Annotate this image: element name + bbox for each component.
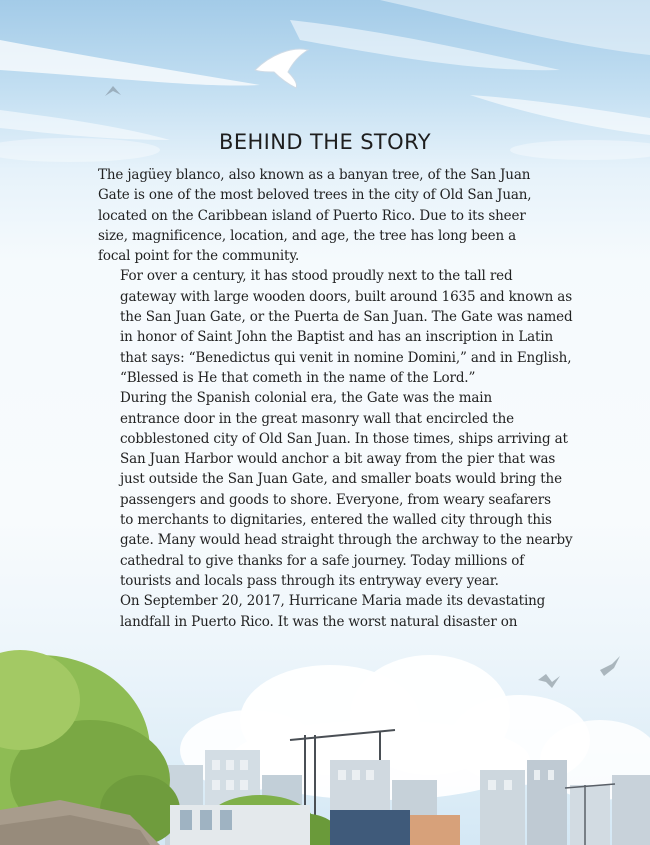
text-line: Gate is one of the most beloved trees in the city of Old San Juan, xyxy=(98,187,532,204)
distant-birds xyxy=(538,656,620,688)
text-line: gate. Many would head straight through the archway to the nearby xyxy=(120,532,573,549)
seagull-icon xyxy=(255,49,308,88)
text-line: entrance door in the great masonry wall that encircled the xyxy=(120,410,514,427)
small-bird-icon xyxy=(538,674,560,688)
text-line: that says: “Benedictus qui venit in nomine Domini,” and in English, xyxy=(120,349,572,366)
bottom-illustration xyxy=(0,610,650,845)
text-line: in honor of Saint John the Baptist and has an inscription in Latin xyxy=(120,329,554,346)
small-bird-icon xyxy=(105,86,121,96)
text-line: size, magnificence, location, and age, the tree has long been a xyxy=(98,227,517,244)
text-line: For over a century, it has stood proudly next to the tall red xyxy=(120,268,513,285)
text-line: passengers and goods to shore. Everyone, from weary seafarers xyxy=(120,491,551,508)
story-text xyxy=(98,165,573,632)
text-line: landfall in Puerto Rico. It was the worst natural disaster on xyxy=(120,613,518,630)
paragraph xyxy=(98,388,573,591)
text-line: to merchants to dignitaries, entered the walled city through this xyxy=(120,512,552,529)
paragraph xyxy=(98,165,530,266)
text-line: the San Juan Gate, or the Puerta de San Juan. The Gate was named xyxy=(120,309,573,326)
text-line: cobblestoned city of Old San Juan. In those times, ships arriving at xyxy=(120,430,568,447)
text-line: tourists and locals pass through its entryway every year. xyxy=(120,572,499,589)
page-title: BEHIND THE STORY xyxy=(219,130,431,155)
paragraph xyxy=(98,591,546,632)
text-line: just outside the San Juan Gate, and smaller boats would bring the xyxy=(120,471,562,488)
text-line: San Juan Harbor would anchor a bit away from the pier that was xyxy=(120,451,556,468)
text-line: gateway with large wooden doors, built around 1635 and known as xyxy=(120,288,572,305)
text-line: During the Spanish colonial era, the Gate was the main xyxy=(120,390,492,407)
text-line: located on the Caribbean island of Puerto Rico. Due to its sheer xyxy=(98,207,526,224)
small-bird-icon xyxy=(600,656,620,676)
text-line: focal point for the community. xyxy=(98,248,300,265)
text-line: “Blessed is He that cometh in the name of the Lord.” xyxy=(120,369,476,386)
paragraph xyxy=(98,266,573,388)
text-line: The jagüey blanco, also known as a banyan tree, of the San Juan xyxy=(98,167,531,183)
text-line: On September 20, 2017, Hurricane Maria made its devastating xyxy=(120,593,546,610)
text-line: cathedral to give thanks for a safe journey. Today millions of xyxy=(120,552,525,569)
